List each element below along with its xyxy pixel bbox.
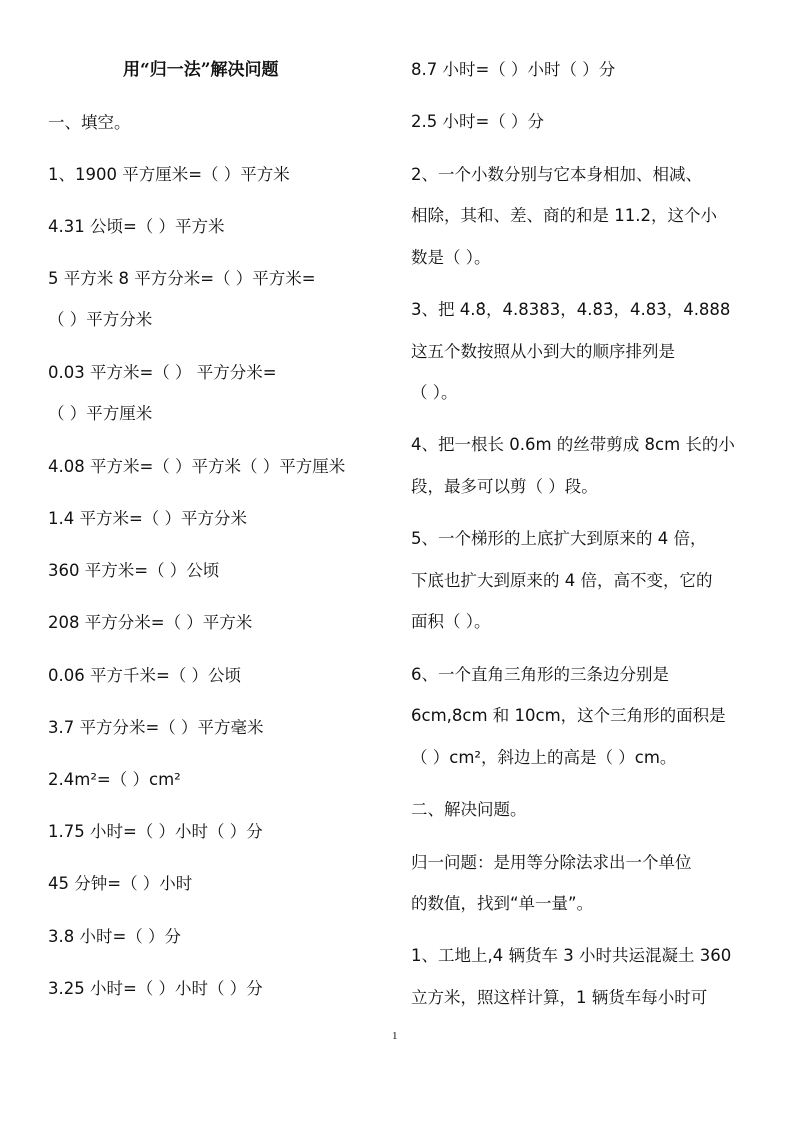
question-line: （ ）平方分米 [48,310,153,329]
question-line: 下底也扩大到原来的 4 倍，高不变，它的 [411,571,713,590]
question-line: 3.8 小时=（ ）分 [48,927,182,946]
question-line: 1.4 平方米=（ ）平方分米 [48,509,248,528]
question-line: 3、把 4.8̇，4.8383，4.8̇3̇，4.83̇，4.888 [411,300,731,319]
question-line: 1、1900 平方厘米=（ ）平方米 [48,165,290,184]
question-line: 3.7 平方分米=（ ）平方毫米 [48,718,264,737]
question-line: 5、一个梯形的上底扩大到原来的 4 倍， [411,529,707,548]
section-heading-fill-blank: 一、填空。 [48,113,131,132]
question-line: 4.31 公顷=（ ）平方米 [48,217,225,236]
question-line: 0.03 平方米=（ ） 平方分米= [48,363,277,382]
page-number: 1 [392,1030,398,1042]
question-line: （ ）cm²，斜边上的高是（ ）cm。 [411,748,677,767]
question-line: 1、工地上,4 辆货车 3 小时共运混凝土 360 [411,946,732,965]
question-line: 0.06 平方千米=（ ）公顷 [48,666,242,685]
question-line: 4、把一根长 0.6m 的丝带剪成 8cm 长的小 [411,435,735,454]
question-line: 面积（ ）。 [411,612,491,631]
question-line: 立方米，照这样计算，1 辆货车每小时可 [411,988,708,1007]
question-line: 1.75 小时=（ ）小时（ ）分 [48,822,263,841]
question-line: （ ）。 [411,383,458,402]
question-line: 2.4m²=（ ）cm² [48,770,181,789]
question-line: 208 平方分米=（ ）平方米 [48,613,253,632]
question-line: 2、一个小数分别与它本身相加、相减、 [411,165,702,184]
section-heading-solve-problems: 二、解决问题。 [411,800,527,819]
question-line: 2.5 小时=（ ）分 [411,112,545,131]
question-line: （ ）平方厘米 [48,404,153,423]
question-line: 数是（ ）。 [411,248,491,267]
question-line: 45 分钟=（ ）小时 [48,874,193,893]
question-line: 6、一个直角三角形的三条边分别是 [411,665,669,684]
question-line: 归一问题：是用等分除法求出一个单位 [411,853,692,872]
question-line: 相除，其和、差、商的和是 11.2，这个小 [411,206,717,225]
question-line: 5 平方米 8 平方分米=（ ）平方米= [48,269,316,288]
page-title: 用“归一法”解决问题 [123,60,279,80]
question-line: 的数值，找到“单一量”。 [411,894,594,913]
question-line: 这五个数按照从小到大的顺序排列是 [411,342,675,361]
question-line: 3.25 小时=（ ）小时（ ）分 [48,979,263,998]
question-line: 360 平方米=（ ）公顷 [48,561,220,580]
question-line: 4.08 平方米=（ ）平方米（ ）平方厘米 [48,457,346,476]
question-line: 8.7 小时=（ ）小时（ ）分 [411,60,616,79]
question-line: 段，最多可以剪（ ）段。 [411,477,598,496]
question-line: 6cm,8cm 和 10cm，这个三角形的面积是 [411,706,726,725]
